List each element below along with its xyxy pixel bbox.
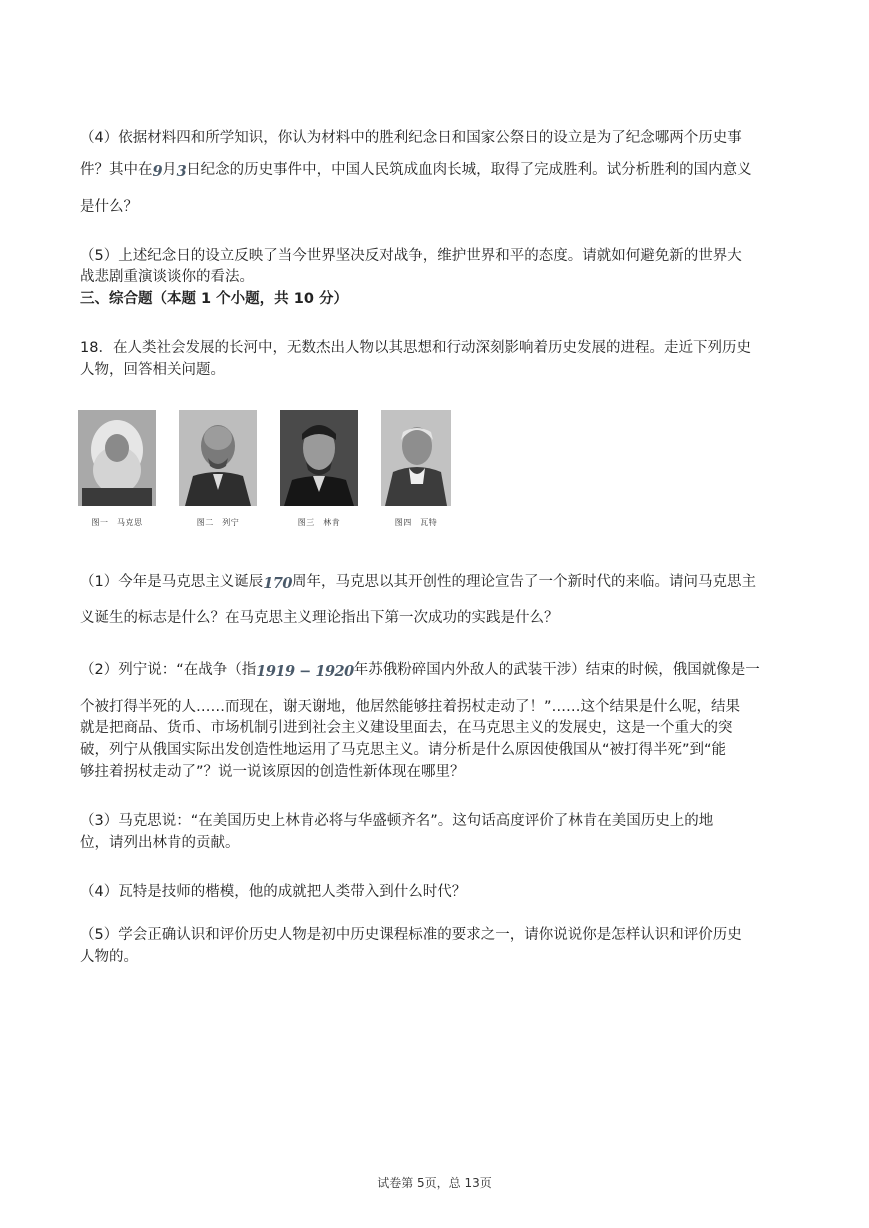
- q18-part5-line1: （5）学会正确认识和评价历史人物是初中历史课程标准的要求之一，请你说说你是怎样认识和评价历史: [80, 927, 742, 943]
- section3-heading: 三、综合题（本题 1 个小题，共 10 分）: [80, 291, 348, 307]
- q18-part1-line1: [80, 572, 788, 592]
- q18-part2-line4: 破，列宁从俄国实际出发创造性地运用了马克思主义。请分析是什么原因使俄国从“被打得半死”到“能: [80, 742, 727, 758]
- q18-part2-line5: 够拄着拐杖走动了”？说一说该原因的创造性新体现在哪里？: [80, 764, 465, 780]
- caption-fig3: 图三 林肯: [297, 518, 341, 527]
- year-range: 1919 − 1920: [256, 663, 354, 680]
- q17-part5-line1: （5）上述纪念日的设立反映了当今世界坚决反对战争，维护世界和平的态度。请就如何避免新的世界大: [80, 248, 742, 264]
- anniversary-number: 170: [263, 575, 293, 592]
- q17-part4-line1: （4）依据材料四和所学知识，你认为材料中的胜利纪念日和国家公祭日的设立是为了纪念哪两个历史事: [80, 130, 742, 146]
- q18-part2-text-b: 年苏俄粉碎国内外敌人的武装干涉）结束的时候，俄国就像是一: [353, 662, 760, 678]
- q18-part1-line2: 义诞生的标志是什么？在马克思主义理论指出下第一次成功的实践是什么？: [80, 610, 559, 626]
- month-char: 月: [162, 162, 177, 178]
- q18-part3-line2: 位，请列出林肯的贡献。: [80, 835, 240, 851]
- q17-part4-text-b: 日纪念的历史事件中，中国人民筑成血肉长城，取得了完成胜利。试分析胜利的国内意义: [186, 162, 752, 178]
- caption-fig4: 图四 瓦特: [394, 518, 438, 527]
- q18-part2-line3: 就是把商品、货币、市场机制引进到社会主义建设里面去，在马克思主义的发展史，这是一个重大的突: [80, 720, 733, 736]
- q18-part5-line2: 人物的。: [80, 949, 138, 965]
- portrait-lincoln: [280, 410, 358, 506]
- q18-intro-line1: 18．在人类社会发展的长河中，无数杰出人物以其思想和行动深刻影响着历史发展的进程。走近下列历史: [80, 340, 751, 356]
- q18-part2-text-a: （2）列宁说：“在战争（指: [80, 662, 257, 678]
- portrait-marx: [78, 410, 156, 506]
- q18-part2-line2: 个被打得半死的人……而现在，谢天谢地，他居然能够拄着拐杖走动了！”……这个结果是什么呢，结果: [80, 699, 741, 715]
- portrait-lenin: [179, 410, 257, 506]
- q17-part5-line2: 战悲剧重演谈谈你的看法。: [80, 269, 254, 285]
- q18-part2-line1: [80, 660, 788, 680]
- q18-part4-line1: （4）瓦特是技师的楷模，他的成就把人类带入到什么时代？: [80, 884, 467, 900]
- date-number-3: 3: [176, 163, 187, 180]
- q17-part4-text-a: 件？其中在: [80, 162, 153, 178]
- portrait-watt: [381, 410, 451, 506]
- caption-fig1: 图一 马克思: [91, 518, 143, 527]
- caption-fig2: 图二 列宁: [196, 518, 240, 527]
- q18-part1-text-a: （1）今年是马克思主义诞辰: [80, 574, 264, 590]
- portrait-gallery: [78, 410, 458, 535]
- q17-part4-line2: [80, 160, 788, 180]
- date-number-9: 9: [152, 163, 163, 180]
- page-footer: 试卷第 5页，总 13页: [377, 1176, 492, 1190]
- q18-intro-line2: 人物，回答相关问题。: [80, 362, 225, 378]
- q18-part1-text-b: 周年，马克思以其开创性的理论宣告了一个新时代的来临。请问马克思主: [292, 574, 757, 590]
- q17-part4-line3: 是什么？: [80, 199, 138, 215]
- q18-part3-line1: （3）马克思说：“在美国历史上林肯必将与华盛顿齐名”。这句话高度评价了林肯在美国历史上的地: [80, 813, 714, 829]
